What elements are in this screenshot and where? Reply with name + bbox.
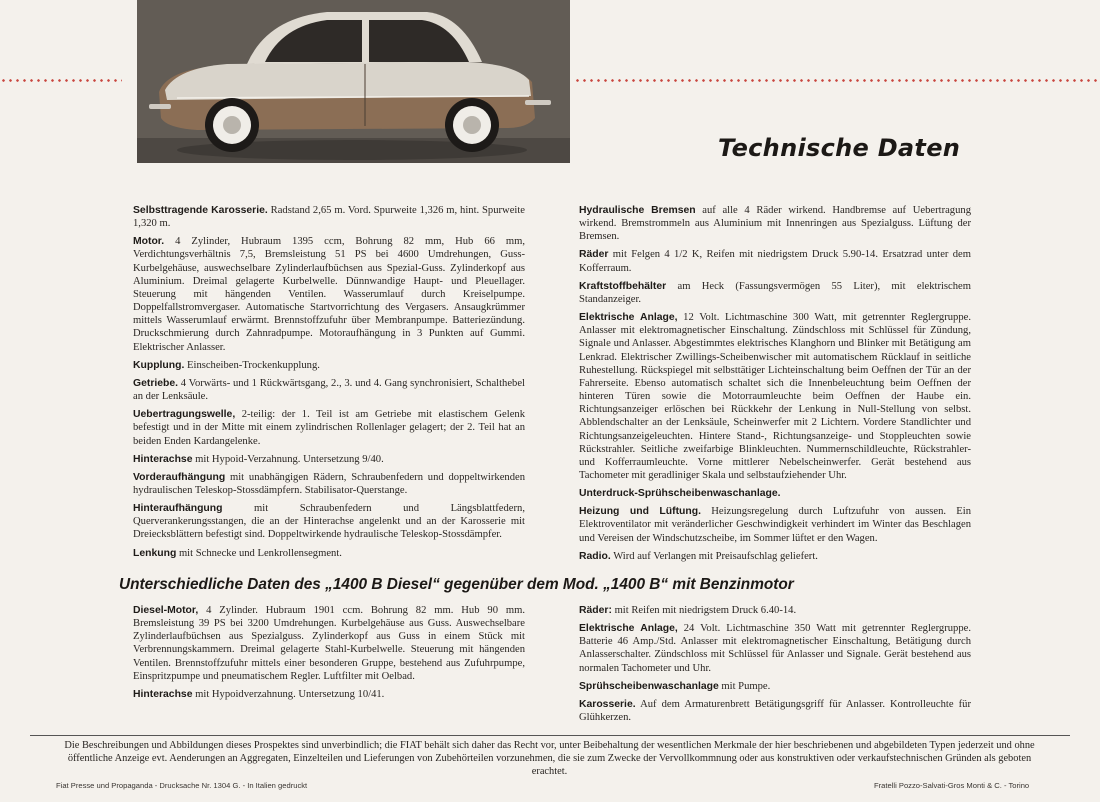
spec-label: Räder — [579, 249, 609, 261]
spec-paragraph — [133, 377, 525, 403]
decorative-dotted-line-right — [574, 79, 1100, 82]
spec-paragraph — [579, 204, 971, 243]
spec-paragraph — [579, 550, 971, 563]
spec-label: Radio. — [579, 550, 611, 562]
spec-paragraph — [133, 547, 525, 560]
spec-label: Diesel-Motor, — [133, 605, 199, 616]
spec-paragraph — [133, 235, 525, 353]
spec-text: mit Felgen 4 1/2 K, Reifen mit niedrigstem Druck 5.90-14. Ersatzrad unter dem Kofferraum. — [579, 249, 971, 274]
spec-paragraph — [579, 698, 971, 724]
spec-paragraph — [133, 359, 525, 372]
spec-paragraph — [133, 408, 525, 447]
spec-text: mit Reifen mit niedrigstem Druck 6.40-14. — [611, 605, 797, 616]
spec-label: Hinterachse — [133, 453, 193, 465]
spec-text: Wird auf Verlangen mit Preisaufschlag geliefert. — [610, 550, 818, 562]
spec-label: Hydraulische Bremsen — [579, 205, 696, 216]
spec-label: Hinteraufhängung — [133, 503, 223, 515]
disclaimer-text: Die Beschreibungen und Abbildungen dieses Prospektes sind unverbindlich; die FIAT behält sich daher das Recht vor, unter Beibehaltung der wesentlichen Merkmale der hier beschriebenen und abgebildeten Typen jederzeit und ohne öffentliche Anzeige evt. Aenderungen an Aggregaten, Einzelteilen und Lieferungen von Zubehörteilen vorzunehmen, die sie zum Zwecke der Vervollkommnung oder aus konstruktiven oder verkaufstechnischen Gründen als geboten erachtet. — [64, 740, 1035, 777]
spec-paragraph — [579, 487, 971, 500]
spec-column-left — [133, 204, 525, 565]
footer-divider — [30, 735, 1070, 736]
spec-text: 12 Volt. Lichtmaschine 300 Watt, mit getrennter Reglergruppe. Anlasser mit elektromagnetischer Einschaltung. Zündschloss mit Schlüssel für Zündung, Signale und Anlasser. Abgestimmtes elektrisches Klanghorn und Blinker mit Betätigung am Lenkrad. Elektrischer Zwillings-Scheibenwischer mit automatischem Rücklauf in seitliche Ruhestellung. Rückspiegel mit selbsttätiger Lichteinschaltung beim Oeffnen der Tür an der Fahrerseite. Ebenso automatisch schaltet sich die Innenbeleuchtung beim Oeffnen der hinteren Türen sowie die Motorraumleuchte beim Oeffnen der Haube ein. Richtungsanzeiger erlöschen bei Rückkehr der Lenkung in Null-Stellung von selbst. Abblendschalter an der Lenksäule, Scheinwerfer mit 2 Lichtern. Vordere Standlichter und Richtungsanzeigeleuchten. Hintere Stand-, Richtungsanzeige- und Stoppleuchten sowie Rückstrahler. Seitliche zweifarbige Blinkleuchten. Nummernschildleuchte, Rückstrahler- und Kofferraumleuchte. Vorne mittlerer Nebelscheinwerfer. Gerät bestehend aus Tachometer mit geradliniger Skala und selbstaufziehender Uhr. — [579, 312, 971, 481]
diesel-heading: Unterschiedliche Daten des „1400 B Diesel“ gegenüber dem Mod. „1400 B“ mit Benzinmotor — [119, 576, 794, 593]
footer-right: Fratelli Pozzo-Salvati-Gros Monti & C. - Torino — [874, 781, 1030, 790]
spec-text: mit Hypoid-Verzahnung. Untersetzung 9/40. — [192, 453, 384, 465]
diesel-column-right — [579, 604, 971, 729]
spec-paragraph — [579, 622, 971, 675]
spec-text: am Heck (Fassungsvermögen 55 Liter), mit elektrischem Standanzeiger. — [579, 280, 971, 305]
spec-label: Räder: — [579, 605, 612, 616]
spec-text: Auf dem Armaturenbrett Betätigungsgriff für Anlasser. Kontrolleuchte für Glühkerzen. — [579, 698, 971, 724]
spec-label: Karosserie. — [579, 698, 636, 710]
spec-text: Radstand 2,65 m. Vord. Spurweite 1,326 m, hint. Spurweite 1,320 m. — [133, 205, 525, 230]
spec-text: auf alle 4 Räder wirkend. Handbremse auf Uebertragung wirkend. Bremstrommeln aus Aluminium mit Innenringen aus Spezialguss. Lüftung der Bremsen. — [579, 205, 971, 243]
spec-label: Heizung und Lüftung. — [579, 506, 701, 518]
spec-text: mit Schraubenfedern und Längsblattfedern, Querverankerungsstangen, die an der Hinterachse angelenkt und an der Karosserie mit Dreiecksblättern befestigt sind. Doppeltwirkende hydraulische Teleskop-Stossdämpfer. — [133, 503, 525, 541]
spec-text: Einscheiben-Trockenkupplung. — [184, 359, 320, 371]
spec-text: 24 Volt. Lichtmaschine 350 Watt mit getrennter Reglergruppe. Batterie 46 Amp./Std. Anlasser mit elektromagnetischer Einschaltung, Betätigung durch Anlasserschalter. Zündschloss mit Schlüssel für Anlasser und Signale. Gerät bestehend aus normalen Tachometer und Uhr. — [579, 623, 971, 674]
spec-paragraph — [579, 680, 971, 693]
diesel-column-left — [133, 604, 525, 706]
spec-paragraph — [133, 204, 525, 230]
spec-paragraph — [133, 604, 525, 683]
spec-text: mit Hypoidverzahnung. Untersetzung 10/41. — [192, 688, 385, 700]
footer-left: Fiat Presse und Propaganda - Drucksache Nr. 1304 G. - In Italien gedruckt — [56, 781, 308, 790]
spec-label: Selbsttragende Karosserie. — [133, 205, 268, 216]
spec-paragraph — [133, 502, 525, 541]
decorative-dotted-line-left — [0, 79, 122, 82]
spec-paragraph — [579, 248, 971, 274]
spec-label: Kraftstoffbehälter — [579, 280, 667, 292]
spec-text: mit Pumpe. — [718, 680, 771, 692]
spec-text: mit unabhängigen Rädern, Schraubenfedern und doppeltwirkenden hydraulischen Teleskop-Stossdämpfern. Stabilisator-Querstange. — [133, 471, 525, 496]
spec-paragraph — [133, 471, 525, 497]
spec-text: 4 Vorwärts- und 1 Rückwärtsgang, 2., 3. und 4. Gang synchronisiert, Schalthebel an der Lenksäule. — [133, 377, 525, 403]
spec-text: Heizungsregelung durch Luftzufuhr von aussen. Ein Elektroventilator mit veränderlicher Geschwindigkeit verhindert im Winter das Beschlagen und Vereisen der Windschutzscheibe, im Sommer lüftet er den Wagen. — [579, 506, 972, 544]
spec-label: Sprühscheibenwaschanlage — [579, 680, 719, 692]
spec-paragraph — [579, 604, 971, 617]
spec-label: Hinterachse — [133, 688, 193, 700]
spec-label: Elektrische Anlage, — [579, 312, 678, 324]
spec-label: Getriebe. — [133, 377, 179, 389]
spec-label: Vorderaufhängung — [133, 471, 226, 483]
spec-label: Kupplung. — [133, 359, 185, 371]
spec-text: 2-teilig: der 1. Teil ist am Getriebe mit elastischem Gelenk befestigt und in der Mitte mit einem zylindrischen Rollenlager gelagert; der 2. Teil hat an beiden Enden Kardangelenke. — [133, 409, 525, 447]
spec-label: Motor. — [133, 236, 165, 248]
spec-text: mit Schnecke und Lenkrollensegment. — [176, 547, 342, 559]
spec-label: Uebertragungswelle, — [133, 409, 236, 421]
page-title: Technische Daten — [718, 134, 961, 162]
spec-text: 4 Zylinder. Hubraum 1901 ccm. Bohrung 82 mm. Hub 90 mm. Bremsleistung 39 PS bei 3200 Umdrehungen. Kurbelgehäuse aus Guss. Auswechselbare Zylinderlaufbüchsen aus Spezialguss. Zylinderkopf aus Guss in einem Stück mit Verbrennungskammern. Dreimal gelagerte Stahl-Kurbelwelle. Steuerung mit hängenden Ventilen. Brennstoffzufuhr mittels einer besonderen Gruppe, bestehend aus Zufuhrpumpe, Einspritzpumpe und pneumatischem Regler. Luftfilter mit Oelbad. — [133, 605, 525, 682]
spec-label: Lenkung — [133, 547, 177, 559]
spec-paragraph — [579, 505, 971, 544]
spec-label: Elektrische Anlage, — [579, 623, 678, 635]
spec-paragraph — [133, 688, 525, 701]
spec-paragraph — [579, 311, 971, 482]
car-photo — [137, 0, 570, 163]
spec-text: 4 Zylinder, Hubraum 1395 ccm, Bohrung 82 mm, Hub 66 mm, Verdichtungsverhältnis 7,5, Bremsleistung 51 PS bei 4600 Umdrehungen, Guss-Kurbelgehäuse, auswechselbare Zylinderlaufbüchsen aus Spezial-Guss. Zylinderkopf aus Aluminium. Dreimal gelagerte Kurbelwelle. Dünnwandige Haupt- und Pleuellager. Steuerung mit hängenden Ventilen. Wasserumlauf durch Kreiselpumpe. Doppelfallstromvergaser. Automatische Startvorrichtung des Vergasers. Ansaugkrümmer mittels Wasserumlauf erwärmt. Brennstoffzufuhr über Membranpumpe. Batteriezündung. Druckschmierung durch Zahnradpumpe. Motoraufhängung in 3 Punkten auf Gummi. Elektrischer Anlasser. — [133, 236, 525, 353]
spec-paragraph — [133, 453, 525, 466]
spec-paragraph — [579, 280, 971, 306]
spec-column-right — [579, 204, 971, 568]
spec-label: Unterdruck-Sprühscheibenwaschanlage. — [579, 488, 781, 500]
